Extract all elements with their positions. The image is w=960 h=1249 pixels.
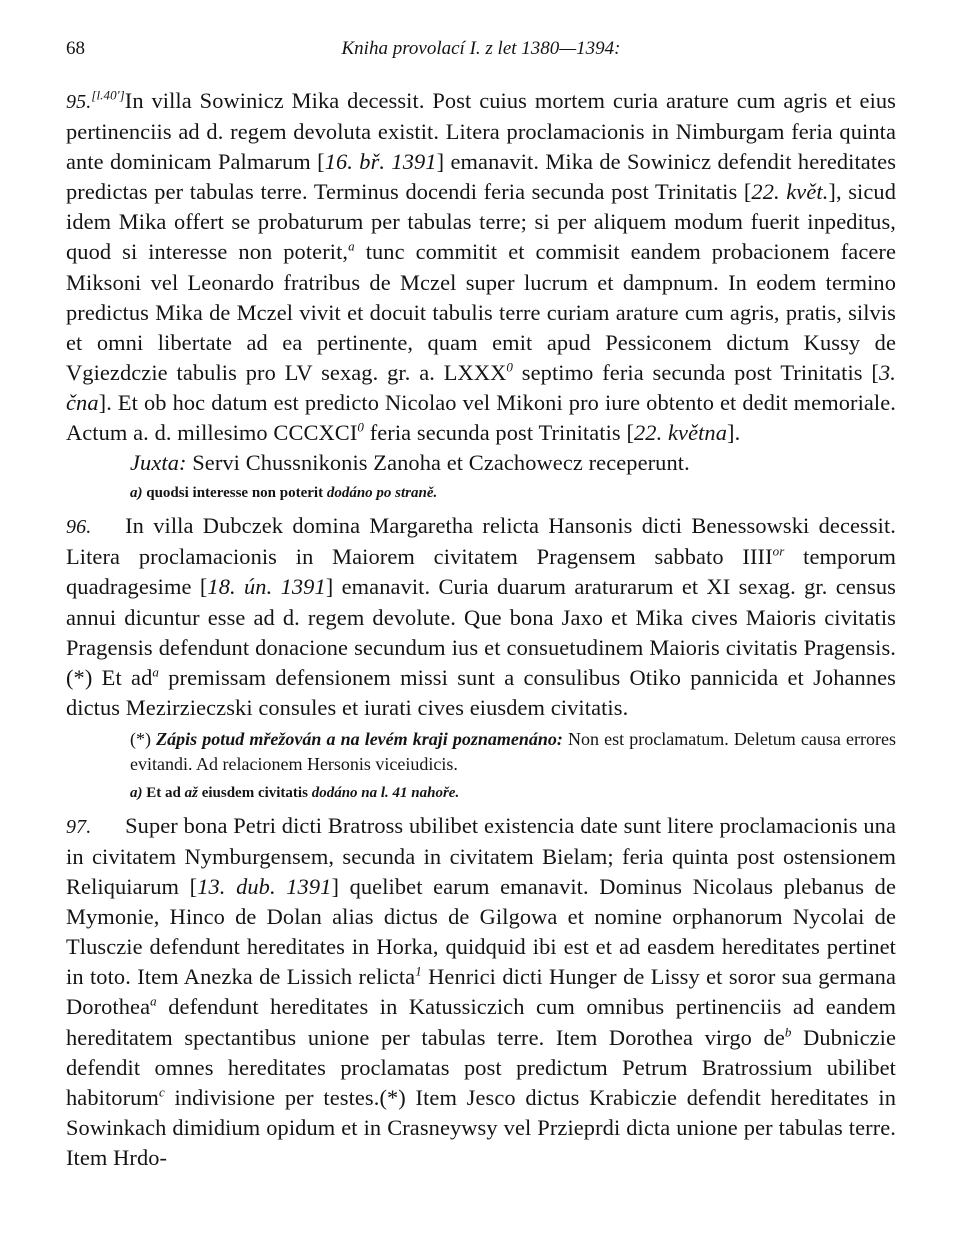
footnote-marker: 1: [415, 963, 422, 979]
juxta-line: Juxta: Servi Chussnikonis Zanoha et Czachowecz receperunt.: [130, 450, 690, 476]
entry-number: 97.: [66, 815, 92, 838]
date-annotation: 3. čna: [66, 359, 896, 415]
footnote-marker: c: [158, 1084, 165, 1100]
superscript: or: [772, 543, 785, 559]
date-annotation: 13. dub. 1391: [197, 874, 332, 900]
page-body: [66, 86, 896, 1173]
page-header: [66, 38, 896, 68]
superscript: 0: [357, 419, 365, 435]
footnote: a) quodsi interesse non poterit dodáno po straně.: [130, 485, 438, 502]
entry-number: 96.: [66, 516, 92, 539]
page-number: 68: [66, 38, 85, 59]
date-annotation: 22. květ.: [751, 179, 829, 205]
entry-96: 96. In villa Dubczek domina Margaretha relicta Hansonis dicti Benessowski decessit. Litera proclamacionis in Maiorem civitatem Pragensem sabbato $IIII^{or}$ temporum quadragesime [18. ún. 1391] emanavit. Curia duarum araturarum et XI sexag. gr. census annui dicuntur esse ad d. regem devolute. Que bona Jaxo et Mika cives Maioris civitatis Pragensis defendunt donacione secundum ius et consuetudinem Maioris civitatis Pragensis.(*) Et $ad^a$ premissam defensionem missi sunt a consulibus Otiko pannicida et Johannes dictus Mezirzieczski consules et iurati cives eiusdem civitatis.: [66, 513, 897, 720]
footnote: a) Et ad až eiusdem civitatis dodáno na l. 41 nahoře.: [130, 784, 460, 801]
date-annotation: 16. bř. 1391: [324, 149, 437, 175]
folio-reference: [l.40']: [91, 87, 125, 103]
entry-number: 95.: [66, 91, 92, 113]
footnote-marker: b: [784, 1024, 792, 1040]
entry-97: 97. Super bona Petri dicti Bratross ubilibet existencia date sunt litere proclamacionis una in civitatem Nymburgensem, secunda in civitatem Bielam; feria quinta post ostensionem Reliquiarum [13. dub. 1391] quelibet earum emanavit. Dominus Nicolaus plebanus de Mymonie, Hinco de Dolan alias dictus de Gilgowa et nomine orphanorum Nycolai de Tlusczie defendunt hereditates in Horka, quidquid ibi est et ad easdem hereditates pertinet in toto. Item Anezka de Lissich relicta$^1$ Henrici dicti Hunger de Lissy et soror sua germana Dorothea$^a$ defendunt hereditates in Katussiczich cum omnibus pertinenciis ad eandem hereditatem spectantibus unione per tabulas terre. Item Dorothea virgo $de^b$ Dubniczie defendit omnes hereditates proclamatas post predictum Petrum Bratrossium ubilibet habitorum$^c$ indivisione per testes.(*) Item Jesco dictus Krabiczie defendit hereditates in Sowinkach dimidium opidum et in Crasneywsy vel Przieprdi dicta unione per tabulas terre. Item Hrdo-: [66, 812, 897, 1170]
entry-95: 95.[l.40']In villa Sowinicz Mika decessit. Post cuius mortem curia arature cum agris et eius pertinenciis ad d. regem devoluta existit. Litera proclamacionis in Nimburgam feria quinta ante dominicam Palmarum [16. bř. 1391] emanavit. Mika de Sowinicz defendit hereditates predictas per tabulas terre. Terminus docendi feria secunda post Trinitatis [22. květ.], sicud idem Mika offert se probaturum per tabulas terre; si per aliquem modum fuerit inpeditus, quod si interesse non poterit,$^a$ tunc commitit et commisit eandem probacionem facere Miksoni vel Leonardo fratribus de Mczel super lucrum et dampnum. In eodem termino predictus Mika de Mczel vivit et docuit tabulis terre curiam arature cum agris, pratis, silvis et omni libertate ad ea pertinente, quam emit apud Pessiconem dictum Kussy de Vgiezdczie tabulis pro LV sexag. gr. a. LXXX$^0$ septimo feria secunda post Trinitatis [3. čna]. Et ob hoc datum est predicto Nicolao vel Mikoni pro iure obtento et dedit memoriale. Actum a. d. millesimo CCCXCI$^0$ feria secunda post Trinitatis [22. května].: [66, 87, 897, 446]
superscript: 0: [506, 359, 513, 375]
footnote-marker: a: [150, 993, 157, 1009]
date-annotation: 22. května: [634, 420, 728, 446]
footnote-marker: a: [348, 239, 355, 254]
footnote-marker: a: [152, 664, 159, 680]
editorial-note: (*) Zápis potud mřežován a na levém kraji poznamenáno: Non est proclamatum. Deletum causa errores evitandi. Ad relacionem Hersonis viceiudicis.: [130, 728, 896, 775]
running-title: Kniha provolací I. z let 1380—1394:: [341, 38, 621, 59]
juxta-label: Juxta:: [130, 450, 187, 476]
date-annotation: 18. ún. 1391: [207, 574, 326, 600]
